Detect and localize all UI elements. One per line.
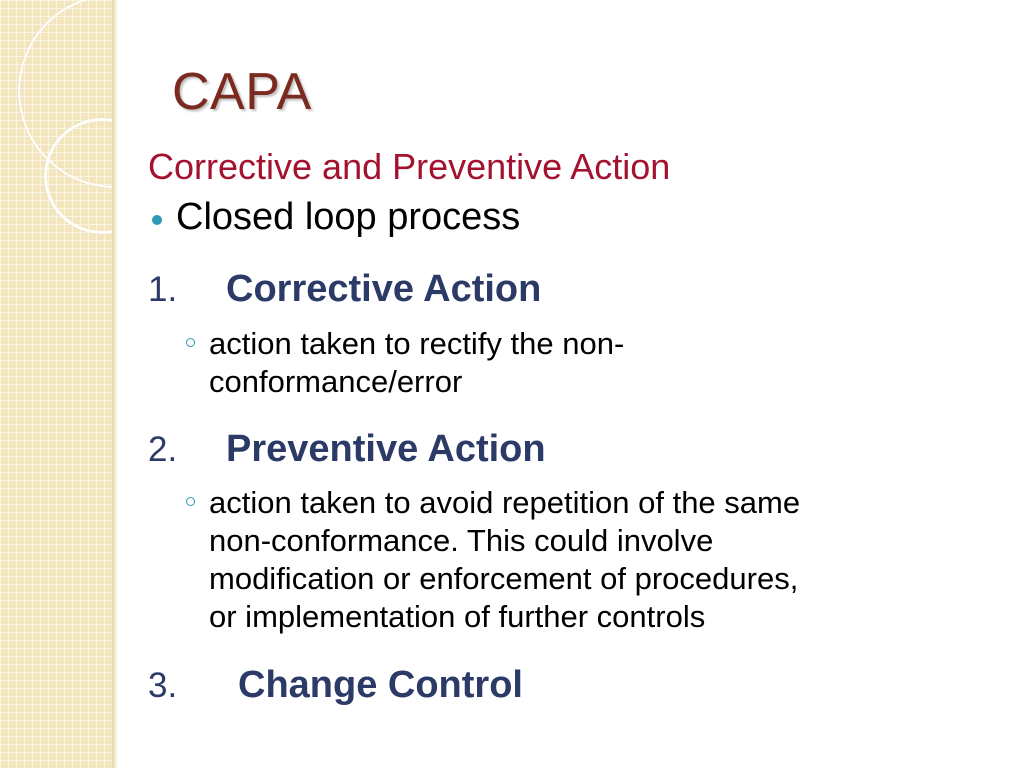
bullet-text: Closed loop process	[176, 196, 521, 238]
item-number: 3.	[148, 666, 178, 705]
item-number: 2.	[148, 430, 178, 469]
item-heading: Change Control	[238, 664, 523, 706]
bullet-item	[152, 196, 520, 239]
item-heading: Corrective Action	[226, 268, 542, 310]
numbered-item-1	[148, 268, 541, 311]
item-detail-1	[186, 325, 986, 401]
decorative-side-band	[0, 0, 112, 768]
slide-subtitle: Corrective and Preventive Action	[148, 146, 671, 187]
circle-bullet-icon	[186, 338, 195, 347]
item-number: 1.	[148, 270, 178, 309]
circle-bullet-icon	[186, 497, 195, 506]
slide-title: CAPA	[172, 63, 312, 121]
item-detail-2	[186, 484, 986, 636]
bullet-dot-icon	[152, 215, 162, 225]
side-band-edge	[112, 0, 118, 768]
item-heading: Preventive Action	[226, 428, 546, 470]
item-detail-text: action taken to rectify the non- conformance/error	[209, 326, 625, 399]
item-detail-text: action taken to avoid repetition of the same non-conformance. This could involve modification or enforcement of procedures, or implementation of further controls	[209, 485, 801, 634]
numbered-item-3	[148, 664, 523, 707]
numbered-item-2	[148, 428, 546, 471]
